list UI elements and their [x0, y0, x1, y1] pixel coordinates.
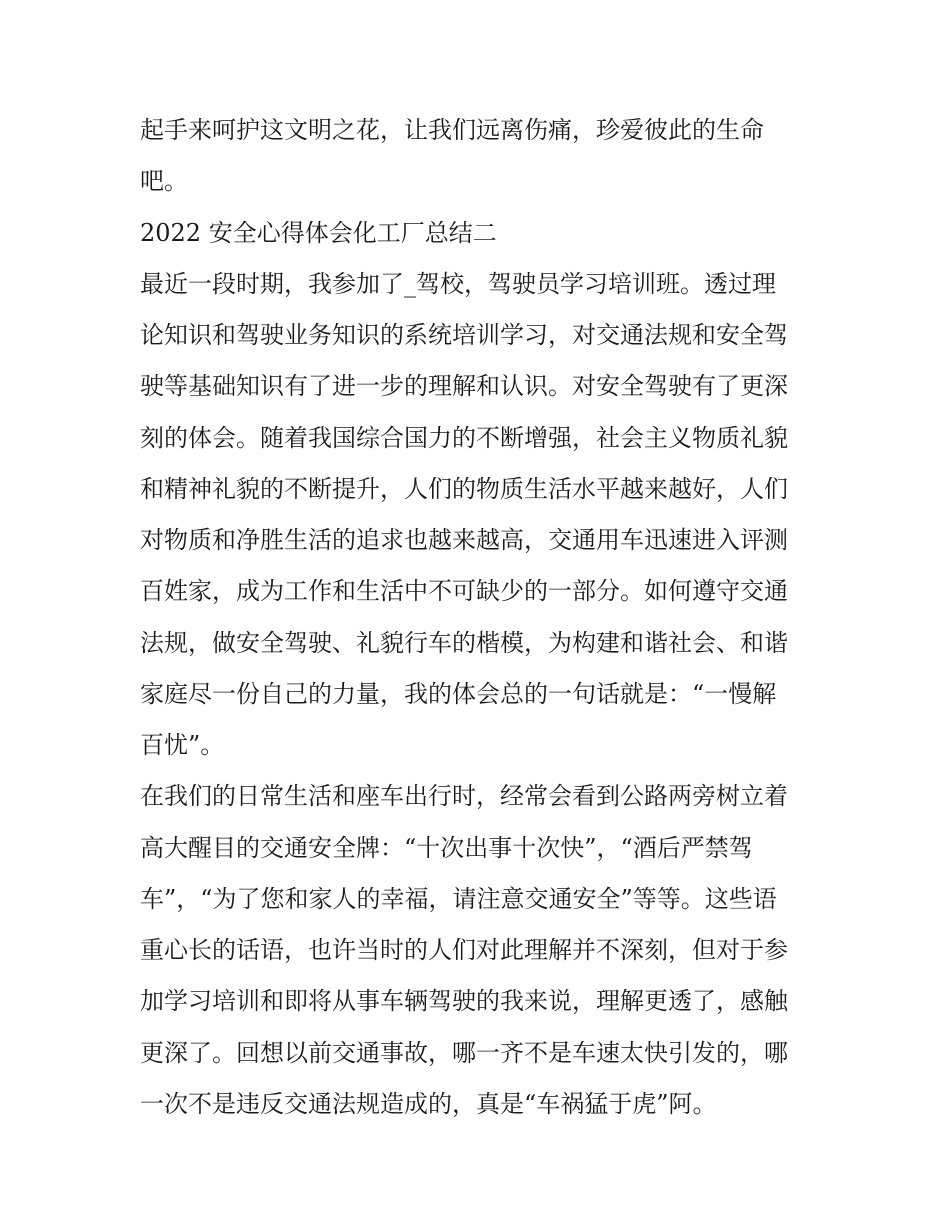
- text-line: 家庭尽一份自己的力量，我的体会总的一句话就是：“一慢解: [140, 679, 777, 708]
- text-line: 一次不是违反交通法规造成的，真是“车祸猛于虎”阿。: [140, 1089, 717, 1118]
- text-line: 车”，“为了您和家人的幸福，请注意交通安全”等等。这些语: [140, 884, 777, 913]
- text-line: 高大醒目的交通安全牌：“十次出事十次快”，“酒后严禁驾: [140, 833, 753, 862]
- text-line: 重心长的话语，也许当时的人们对此理解并不深刻，但对于参: [140, 936, 788, 964]
- text-line: 在我们的日常生活和座车出行时，经常会看到公路两旁树立着: [140, 782, 788, 811]
- text-line: 对物质和净胜生活的追求也越来越高，交通用车迅速进入评测: [140, 526, 788, 554]
- text-line: 驶等基础知识有了进一步的理解和认识。对安全驾驶有了更深: [140, 372, 788, 401]
- text-line: 更深了。回想以前交通事故，哪一齐不是车速太快引发的，哪: [140, 1038, 788, 1067]
- text-line: 加学习培训和即将从事车辆驾驶的我来说，理解更透了，感触: [140, 987, 788, 1016]
- text-line: 论知识和驾驶业务知识的系统培训学习，对交通法规和安全驾: [140, 321, 788, 349]
- text-line: 法规，做安全驾驶、礼貌行车的楷模，为构建和谐社会、和谐: [140, 628, 788, 657]
- text-line: 吧。: [140, 167, 188, 196]
- text-line: 起手来呵护这文明之花，让我们远离伤痛，珍爱彼此的生命: [140, 116, 764, 144]
- text-line: 最近一段时期，我参加了_驾校，驾驶员学习培训班。透过理: [140, 269, 776, 298]
- section-heading: 2022 安全心得体会化工厂总结二: [140, 218, 497, 247]
- text-line: 刻的体会。随着我国综合国力的不断增强，社会主义物质礼貌: [140, 423, 788, 452]
- text-line: 百忧”。: [140, 731, 225, 759]
- document-body: [140, 105, 815, 1130]
- text-line: 和精神礼貌的不断提升，人们的物质生活水平越来越好，人们: [140, 474, 788, 503]
- text-line: 百姓家，成为工作和生活中不可缺少的一部分。如何遵守交通: [140, 577, 788, 606]
